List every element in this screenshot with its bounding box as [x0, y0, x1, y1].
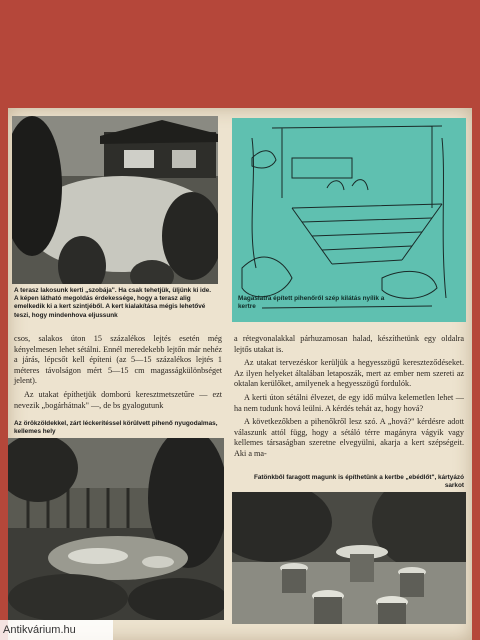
terrace-photo-caption: A terasz lakosunk kerti „szobája". Ha csak tehetjük, üljünk ki ide. A képen látható megoldás érdekessége, hogy a terasz alig emelkedik ki a kert szintjéből. A kert kialakítása mégis lehetővé teszi, hogy mindenhova eljussunk — [14, 287, 212, 319]
right-paragraph-2: Az utakat tervezéskor kerüljük a hegyesszögű kereszteződéseket. Az ilyen helyeket általában letaposzák, mert az ember nem szereti az oktalan kerülőket, amilyenek a hegyesszögű fordulók. — [234, 358, 464, 389]
watermark: Antikvárium.hu — [0, 620, 113, 640]
stump-dining-photo — [232, 492, 466, 624]
stump-dining-caption: Fatönkből faragott magunk is építhetünk a kertbe „ebédlőt", kártyázó sarkot — [253, 474, 464, 490]
left-paragraph-1: csos, salakos úton 15 százalékos lejtés esetén még kényelmesen lehet sétálni. Ennél meredekebb lejtőn már nehéz a járás, lépcsőt kell építeni (az 5—15 százalékos lejtés 1 méteres távolságon mért 5—15 cm magasságkülönbséget jelent). — [14, 334, 222, 386]
terrace-sketch-illustration — [232, 118, 466, 322]
right-paragraph-1: a rétegvonalakkal párhuzamosan halad, készíthetünk egy oldalra lejtős utakat is. — [234, 334, 464, 354]
left-text-column — [14, 334, 222, 414]
right-paragraph-3: A kerti úton sétálni élvezet, de egy idő múlva kelemetlen lehet — ha nem tudunk hová leülni. A kérdés tehát az, hogy hová? — [234, 392, 464, 413]
sketch-panel — [232, 118, 466, 322]
garden-seat-caption: Az örökzöldekkel, zárt léckerítéssel körülvett pihenő nyugodalmas, kellemes hely — [14, 420, 218, 436]
terrace-photo — [12, 116, 218, 284]
right-text-column — [234, 334, 464, 463]
right-paragraph-4: A következőkben a pihenőkről lesz szó. A „hová?" kérdésre adott válaszunk attól függ, hogy a sétáló térre magányra vágyik vagy kellemes társaságban szeretne elvegyülni, akarja a kert szépségeit. Aki a ma- — [234, 417, 464, 458]
left-paragraph-2: Az utakat építhetjük domború keresztmetszetűre — ezt nevezik „bogárhátnak" —, de bs gyalogutunk — [14, 389, 222, 410]
garden-seat-photo — [8, 438, 224, 620]
sketch-caption: Magaslatra épített pihenőről szép kilátás nyílik a kertre — [238, 295, 385, 311]
